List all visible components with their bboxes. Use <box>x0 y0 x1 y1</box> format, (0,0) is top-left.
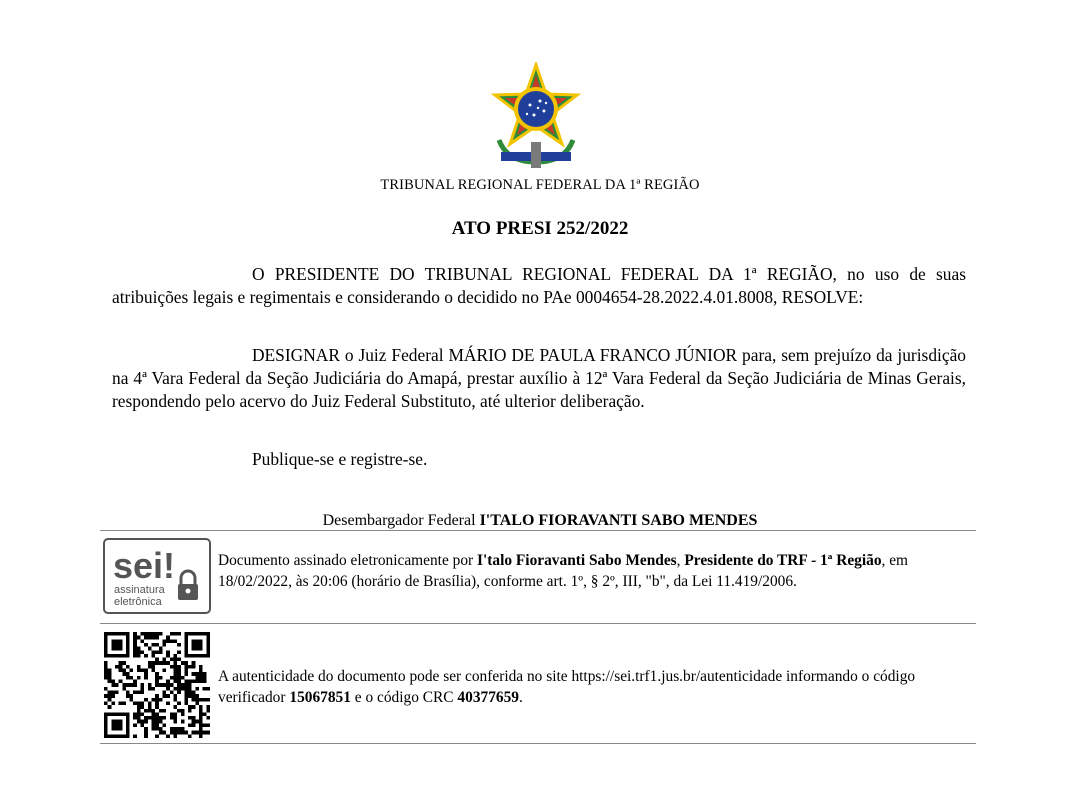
esign-lead: Documento assinado eletronicamente por <box>218 552 474 569</box>
verifier-code: 15067851 <box>289 689 351 706</box>
divider <box>100 530 976 531</box>
signer-line <box>0 512 1080 530</box>
sei-logo-text: sei! <box>113 545 176 586</box>
signer-name: I'TALO FIORAVANTI SABO MENDES <box>479 512 758 529</box>
esign-signer: I'talo Fioravanti Sabo Mendes <box>477 552 677 569</box>
sei-badge-line1: assinatura <box>114 584 165 596</box>
brazil-coat-of-arms-icon <box>487 62 585 170</box>
auth-lead: A autenticidade do documento pode ser conferida no site https://sei.trf1.jus.br/autenticidade informando o código verificador <box>218 668 916 706</box>
auth-mid: e o código CRC <box>354 689 454 706</box>
authenticity-note <box>218 666 978 708</box>
sei-badge-line2: eletrônica <box>114 596 162 608</box>
auth-end: . <box>518 689 523 706</box>
court-name: TRIBUNAL REGIONAL FEDERAL DA 1ª REGIÃO <box>380 177 700 193</box>
qr-code-icon <box>104 632 210 738</box>
designation-paragraph: DESIGNAR o Juiz Federal MÁRIO DE PAULA FRANCO JÚNIOR para, sem prejuízo da jurisdição na 4ª Vara Federal da Seção Judiciária do Amapá, prestar auxílio à 12ª Vara Federal da Seção Judiciária de Minas Gerais, respondendo pelo acervo do Juiz Federal Substituto, até ulterior deliberação. <box>112 345 966 411</box>
document-title: ATO PRESI 252/2022 <box>451 218 629 239</box>
esign-details: , em 18/02/2022, às 20:06 (horário de Brasília), conforme art. 1º, § 2º, III, "b", da Lei 11.419/2006. <box>218 552 909 590</box>
esign-separator: , <box>676 552 681 569</box>
crc-code: 40377659 <box>457 689 519 706</box>
padlock-icon <box>178 571 198 600</box>
opening-paragraph: O PRESIDENTE DO TRIBUNAL REGIONAL FEDERAL DA 1ª REGIÃO, no uso de suas atribuições legais e regimentais e considerando o decidido no PAe 0004654-28.2022.4.01.8008, RESOLVE: <box>112 264 966 307</box>
esign-position: Presidente do TRF - 1ª Região <box>684 552 882 569</box>
electronic-signature-note <box>218 550 958 592</box>
signer-role: Desembargador Federal <box>322 512 476 529</box>
sei-signature-badge <box>103 538 211 614</box>
closing-paragraph: Publique-se e registre-se. <box>252 449 428 469</box>
divider <box>100 743 976 744</box>
sei-logo-icon <box>105 540 209 612</box>
divider <box>100 623 976 624</box>
